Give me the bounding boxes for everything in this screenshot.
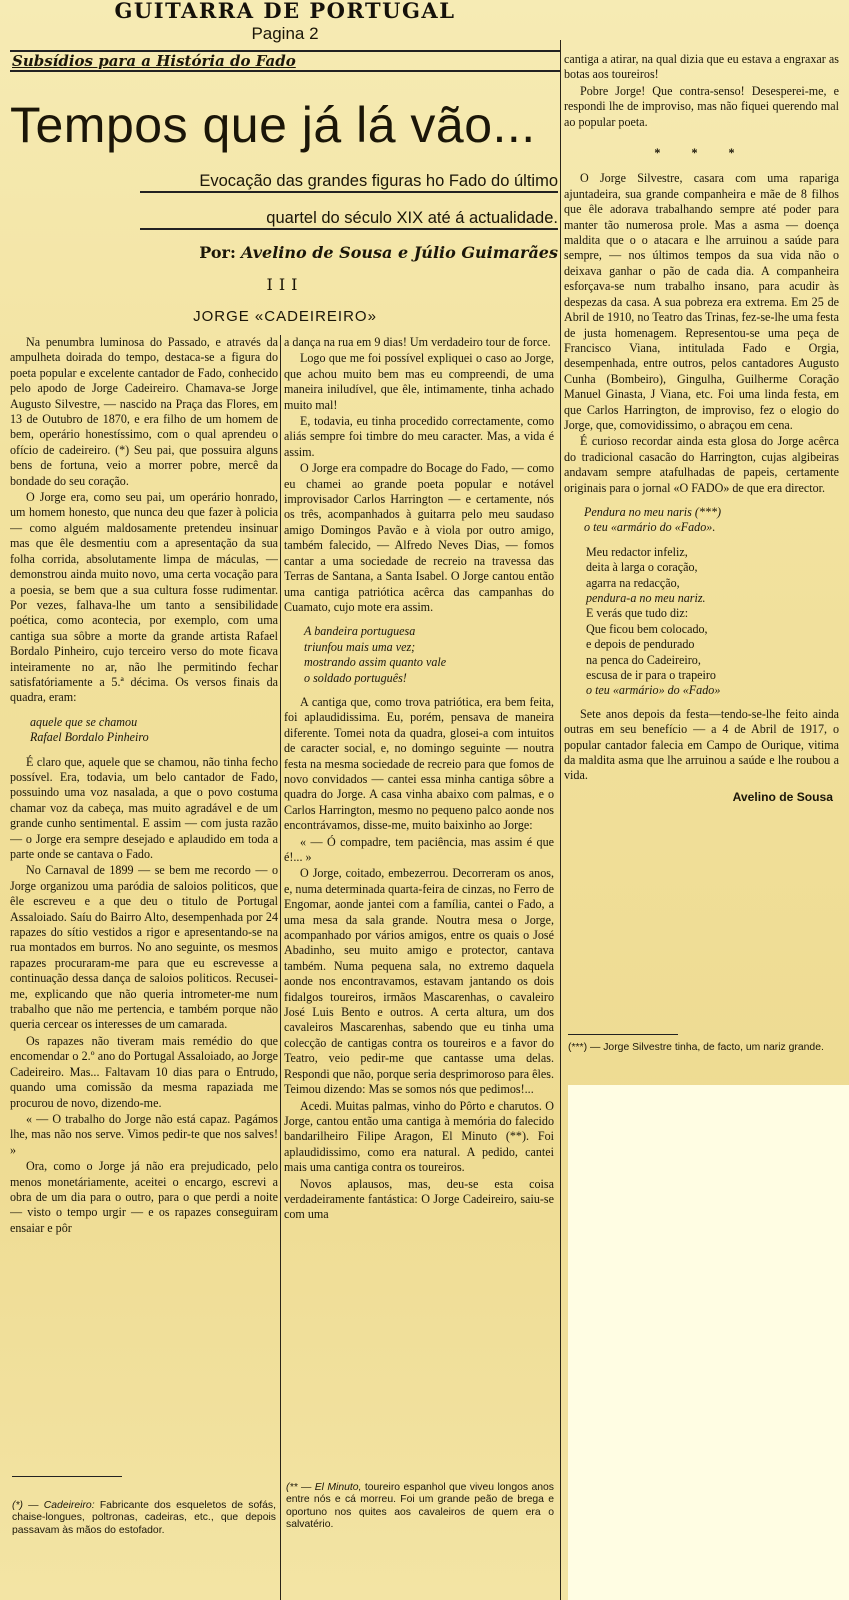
verse-line: aquele que se chamou [30, 714, 138, 729]
verse-line: Pendura no meu naris (***) [584, 504, 722, 519]
paragraph: É curioso recordar ainda esta glosa do Jorge acêrca do tradicional casacão do Harrington, cujas algibeiras andavam sempre atafulhadas de papeis, certamente originais para o jornal «O FADO» de que era director. [564, 434, 839, 495]
footnote-text: Fabricante dos esqueletos de sofás, chaise-longues, poltronas, cadeiras, etc., que depois passavam às mãos do estofador. [12, 1500, 277, 1536]
paragraph: Pobre Jorge! Que contra-senso! Desesperei-me, e respondi lhe de improviso, mas não fiquei querendo mal ao popular poeta. [564, 83, 839, 129]
paragraph: « — O trabalho do Jorge não está capaz. Pagámos lhe, mas não nos serve. Vimos pedir-te que nos salves! » [10, 1111, 278, 1157]
verse-line: escusa de ir para o trapeiro [586, 668, 716, 683]
footnote-mark: (***) — [568, 1042, 601, 1053]
byline-prefix: Por: [199, 243, 236, 262]
verse-line: e depois de pendurado [586, 637, 695, 652]
paragraph: a dança na rua em 9 dias! Um verdadeiro tour de force. [284, 335, 551, 349]
verse-line: E verás que tudo diz: [586, 606, 689, 621]
paragraph: A cantiga que, como trova patriótica, era bem feita, foi aplaudidissima. Eu, porém, pensava de maneira diferente. Tomei nota da quadra, glosei-a com intuitos de caracter social, e, no domingo seguinte — noutra festa na mesma sociedade de recreio para que fomos de novo convidados — cantei essa minha cantiga sôbre a quadra do Jorge. A casa vinha abaixo com palmas, e o Carlos Harrington, mesmo no pequeno palco aonde nos encontrávamos, disse-me, muito baixinho ao Jorge: [284, 694, 554, 833]
paragraph: E, todavia, eu tinha procedido correctamente, como aliás sempre foi timbre do meu caracter. Mas, a vida é assim. [284, 414, 554, 459]
paragraph: No Carnaval de 1899 — se bem me recordo — o Jorge organizou uma paródia de saloios politicos, que êle escreveu e a que deu o titulo de Portugal Assaloiado. Saíu do Bairro Alto, desempenhada por 24 rapazes do sítio vestidos a rigor e apresentando-se na rua montados em burros. No ano seguinte, os mesmos rapazes procuraram-me para que eu escrevesse a continuação dessa dança de saloios politicos. Recusei-me, explicando que não queria intrometer-me num trabalho que não me pertencia, e também porque não queria cercear os interesses de um camarada. [10, 863, 278, 1032]
verse-line: pendura-a no meu nariz. [586, 591, 706, 605]
page-number: Pagina 2 [251, 24, 319, 43]
paragraph: Acedi. Muitas palmas, vinho do Pôrto e charutos. O Jorge, cantou então uma cantiga à memória do falecido bandarilheiro Filipe Aragon, El Minuto (**). Foi aplaudidissimo, como era natural. A pedido, cantei mais uma cantiga contra os toureiros. [284, 1098, 554, 1175]
glosa [586, 545, 839, 699]
paragraph: Sete anos depois da festa—tendo-se-lhe feito ainda outras em seu benefício — a 4 de Abril de 1917, o popular cantador falecia em Campo de Ourique, vitima da maldita asma que lhe arruinou a saúde e lhe roubou a vida. [564, 706, 839, 783]
mote [584, 505, 839, 536]
blank-area [568, 1085, 849, 1600]
footnote-rule [12, 1476, 122, 1477]
byline-authors: Avelino de Sousa e Júlio Guimarães [240, 243, 558, 262]
paragraph: O Jorge Silvestre, casara com uma rapariga ajuntadeira, sua grande companheira e mãe de 8 filhos que êle adorava trabalhando sempre até poder para manter tão numerosa prole. Mas a asma — doença maldita que o o atacara e lhe arruinou a saúde para sempre, — nos últimos tempos da sua vida não o deixava ganhar o pão de cada dia. A companheira esforçava-se num trabalho insano, para acudir às despezas da casa. A sua pobreza era extrema. Em 25 de Abril de 1910, no Teatro das Trinas, fez-se-lhe uma festa de justa homenagem. Representou-se uma peça de Francisco Viana, intitulada Fado e Orgia, desempenhada, entre outros, pelos cantadores Augusto Cunha (Bombeiro), Gingulha, Guilherme Coração Manuel Ginasta, J Viana, etc. Foi uma linda festa, em que Carlos Harrington, de improviso, fez o elogio do Jorge, que, comovidissimo, o abraçou em cena. [564, 171, 839, 432]
paragraph: Ora, como o Jorge já não era prejudicado, pelo menos monetáriamente, aceitei o encargo, escrevi a obra de um dia para o outro, para o que perdi a noite — visto o tempo urgir — e os rapazes conseguiram ensaiar e pôr [10, 1159, 278, 1235]
verse-line: na penca do Cadeireiro, [586, 652, 701, 667]
masthead: GUITARRA DE PORTUGAL [114, 0, 456, 23]
paragraph: cantiga a atirar, na qual dizia que eu estava a engraxar as botas aos toureiros! [564, 52, 839, 82]
paragraph: É claro que, aquele que se chamou, não tinha fecho possível. Era, todavia, um belo cantador de Fado, possuindo uma voz nasalada, a que o povo costuma chamar voz da cabeça, mas muito agradável e de um grande cunho sentimental. E assim — com justa razão — o Jorge era sempre desejado e aplaudido em toda a parte onde se cantava o Fado. [10, 754, 278, 861]
verse-line: agarra na redacção, [586, 575, 680, 590]
part-number: III [266, 275, 304, 294]
article-column-1 [10, 335, 278, 1472]
section-title: Subsídios para a História do Fado [12, 52, 296, 70]
verse-quote [30, 715, 278, 746]
column-rule [560, 40, 561, 1600]
paragraph: Os rapazes não tiveram mais remédio do que encomendar o 2.º ano do Portugal Assaloiado, ao Jorge Cadeireiro. Mas... Faltavam 10 dias para o Entrudo, quando uma comissão da mesma rapaziada me procurou de novo, dizendo-me. [10, 1033, 278, 1110]
verse-line: A bandeira portuguesa [304, 624, 416, 639]
footnote-text: toureiro espanhol que viveu longos anos entre nós e cá morreu. Foi um grande peão de brega e oportuno nos quites aos cavaleiros de quem era o salvatério. [286, 1482, 554, 1530]
article-column-3 [564, 52, 839, 1080]
footnote-1 [12, 1500, 276, 1537]
paragraph: Logo que me foi possível expliquei o caso ao Jorge, que achou muito bem mas eu compreendi, de uma maneira iniludível, que êle, intimamente, tinha achado muito mal! [284, 351, 554, 412]
paragraph: « — Ó compadre, tem paciência, mas assim é que é!... » [284, 834, 554, 864]
signature: Avelino de Sousa [732, 789, 833, 804]
footnote-text: Jorge Silvestre tinha, de facto, um nariz grande. [603, 1042, 824, 1053]
verse-line: Rafael Bordalo Pinheiro [30, 730, 149, 745]
byline [150, 243, 558, 263]
column-rule [280, 335, 281, 1600]
article-subtitle-line-2: quartel do século XIX até á actualidade. [140, 208, 558, 230]
footnote-rule [568, 1034, 678, 1035]
article-column-2 [284, 335, 554, 1479]
verse-quote [304, 624, 554, 686]
verse-line: Que ficou bem colocado, [586, 621, 708, 636]
section-break: * * * [654, 146, 749, 161]
article-subtitle-line-1: Evocação das grandes figuras ho Fado do último [140, 171, 558, 193]
verse-line: Meu redactor infeliz, [586, 544, 688, 559]
paragraph: O Jorge era compadre do Bocage do Fado, — como eu chamei ao grande poeta popular e notável improvisador Carlos Harrington — e certamente, nós os três, acompanhados à guitarra pelo meu saudaso amigo Domingos Pavão e à viola por outro amigo, também falecido, — Alfredo Neves Dias, — fomos cantar a uma sociedade de recreio na travessa das Terras de Santana, a Santa Isabel. O Jorge cantou então uma cantiga patriótica acêrca das campanhas do Cuamato, cujo mote era assim. [284, 461, 554, 614]
paragraph: O Jorge, coitado, embezerrou. Decorreram os anos, e, numa determinada quarta-feira de cinzas, no Ferro de Engomar, aonde jantei com a família, cantei o Fado, a uma mesa da sala grande. Noutra mesa o Jorge, acompanhado por vários amigos, entre os quais o José Abadinho, seu muito amigo e protector, cantava também. Numa pequena sala, no extremo daquela aonde nos encontravamos, estavam jantando os dois fidalgos toureiros, irmãos Mascarenhas, o cavaleiro José Luis Bento e outros. A certa altura, um dos cavaleiros Mascarenhas, sabendo que eu tinha uma colecção de cantigas contra os toureiros e a favor do Teatro, veio pedir-me que cantasse uma delas. Respondi que não, porque seria desprimoroso para êles. Teimou dizendo: Mas se somos nós que pedimos!... [284, 866, 554, 1097]
footnote-2 [286, 1482, 554, 1531]
verse-line: o teu «armário» do «Fado» [586, 683, 721, 698]
paragraph: O Jorge era, como seu pai, um operário honrado, um homem honesto, que nunca deu que fazer à policia — como alguém maldosamente pretendeu insinuar mas que êle desmentiu com a apresentação da sua folha corrida, absolutamente limpa de máculas, — demonstrou ainda muito novo, uma certa vocação para a poesia, se bem que a sua cultura fosse rudimentar. Por vezes, falhava-lhe um tanto a sensibilidade poética, como acontecia, por exemplo, com uma cantiga sua sôbre a morte da grande artista Rafael Bordalo Pinheiro, cujo terceiro verso do mote ficava inteiramente no ar, não lhe permitindo fechar satisfatóriamente a 5.ª décima. Os versos finais da quadra, eram: [10, 490, 278, 705]
footnote-3 [568, 1042, 840, 1054]
article-title: Tempos que já lá vão... [10, 97, 536, 153]
paragraph: Na penumbra luminosa do Passado, e através da ampulheta doirada do tempo, destaca-se a figura do poeta popular e excelente cantador de Fado, conhecido pelo apodo de Jorge Cadeireiro. Chamava-se Jorge Augusto Silvestre, — nascido na Praça das Flores, em 13 de Outubro de 1870, e era filho de um homem de bem, operário honestíssimo, com o qual aprendeu o ofício de cadeireiro. (*) Seu pai, que possuira alguns bens de fortuna, veio a morrer pobre, mercê da bondade do seu coração. [10, 335, 278, 488]
verse-line: deita à larga o coração, [586, 560, 698, 575]
verse-line: o teu «armário do «Fado». [584, 520, 716, 535]
verse-line: triunfou mais uma vez; [304, 639, 416, 654]
footnote-mark: (*) — Cadeireiro: [12, 1500, 95, 1511]
footnote-mark: (** — El Minuto, [286, 1482, 362, 1493]
chapter-title: JORGE «CADEIREIRO» [193, 308, 377, 325]
verse-line: o soldado português! [304, 670, 407, 685]
paragraph: Novos aplausos, mas, deu-se esta coisa verdadeiramente fantástica: O Jorge Cadeireiro, saiu-se com uma [284, 1176, 554, 1222]
verse-line: mostrando assim quanto vale [304, 655, 447, 670]
